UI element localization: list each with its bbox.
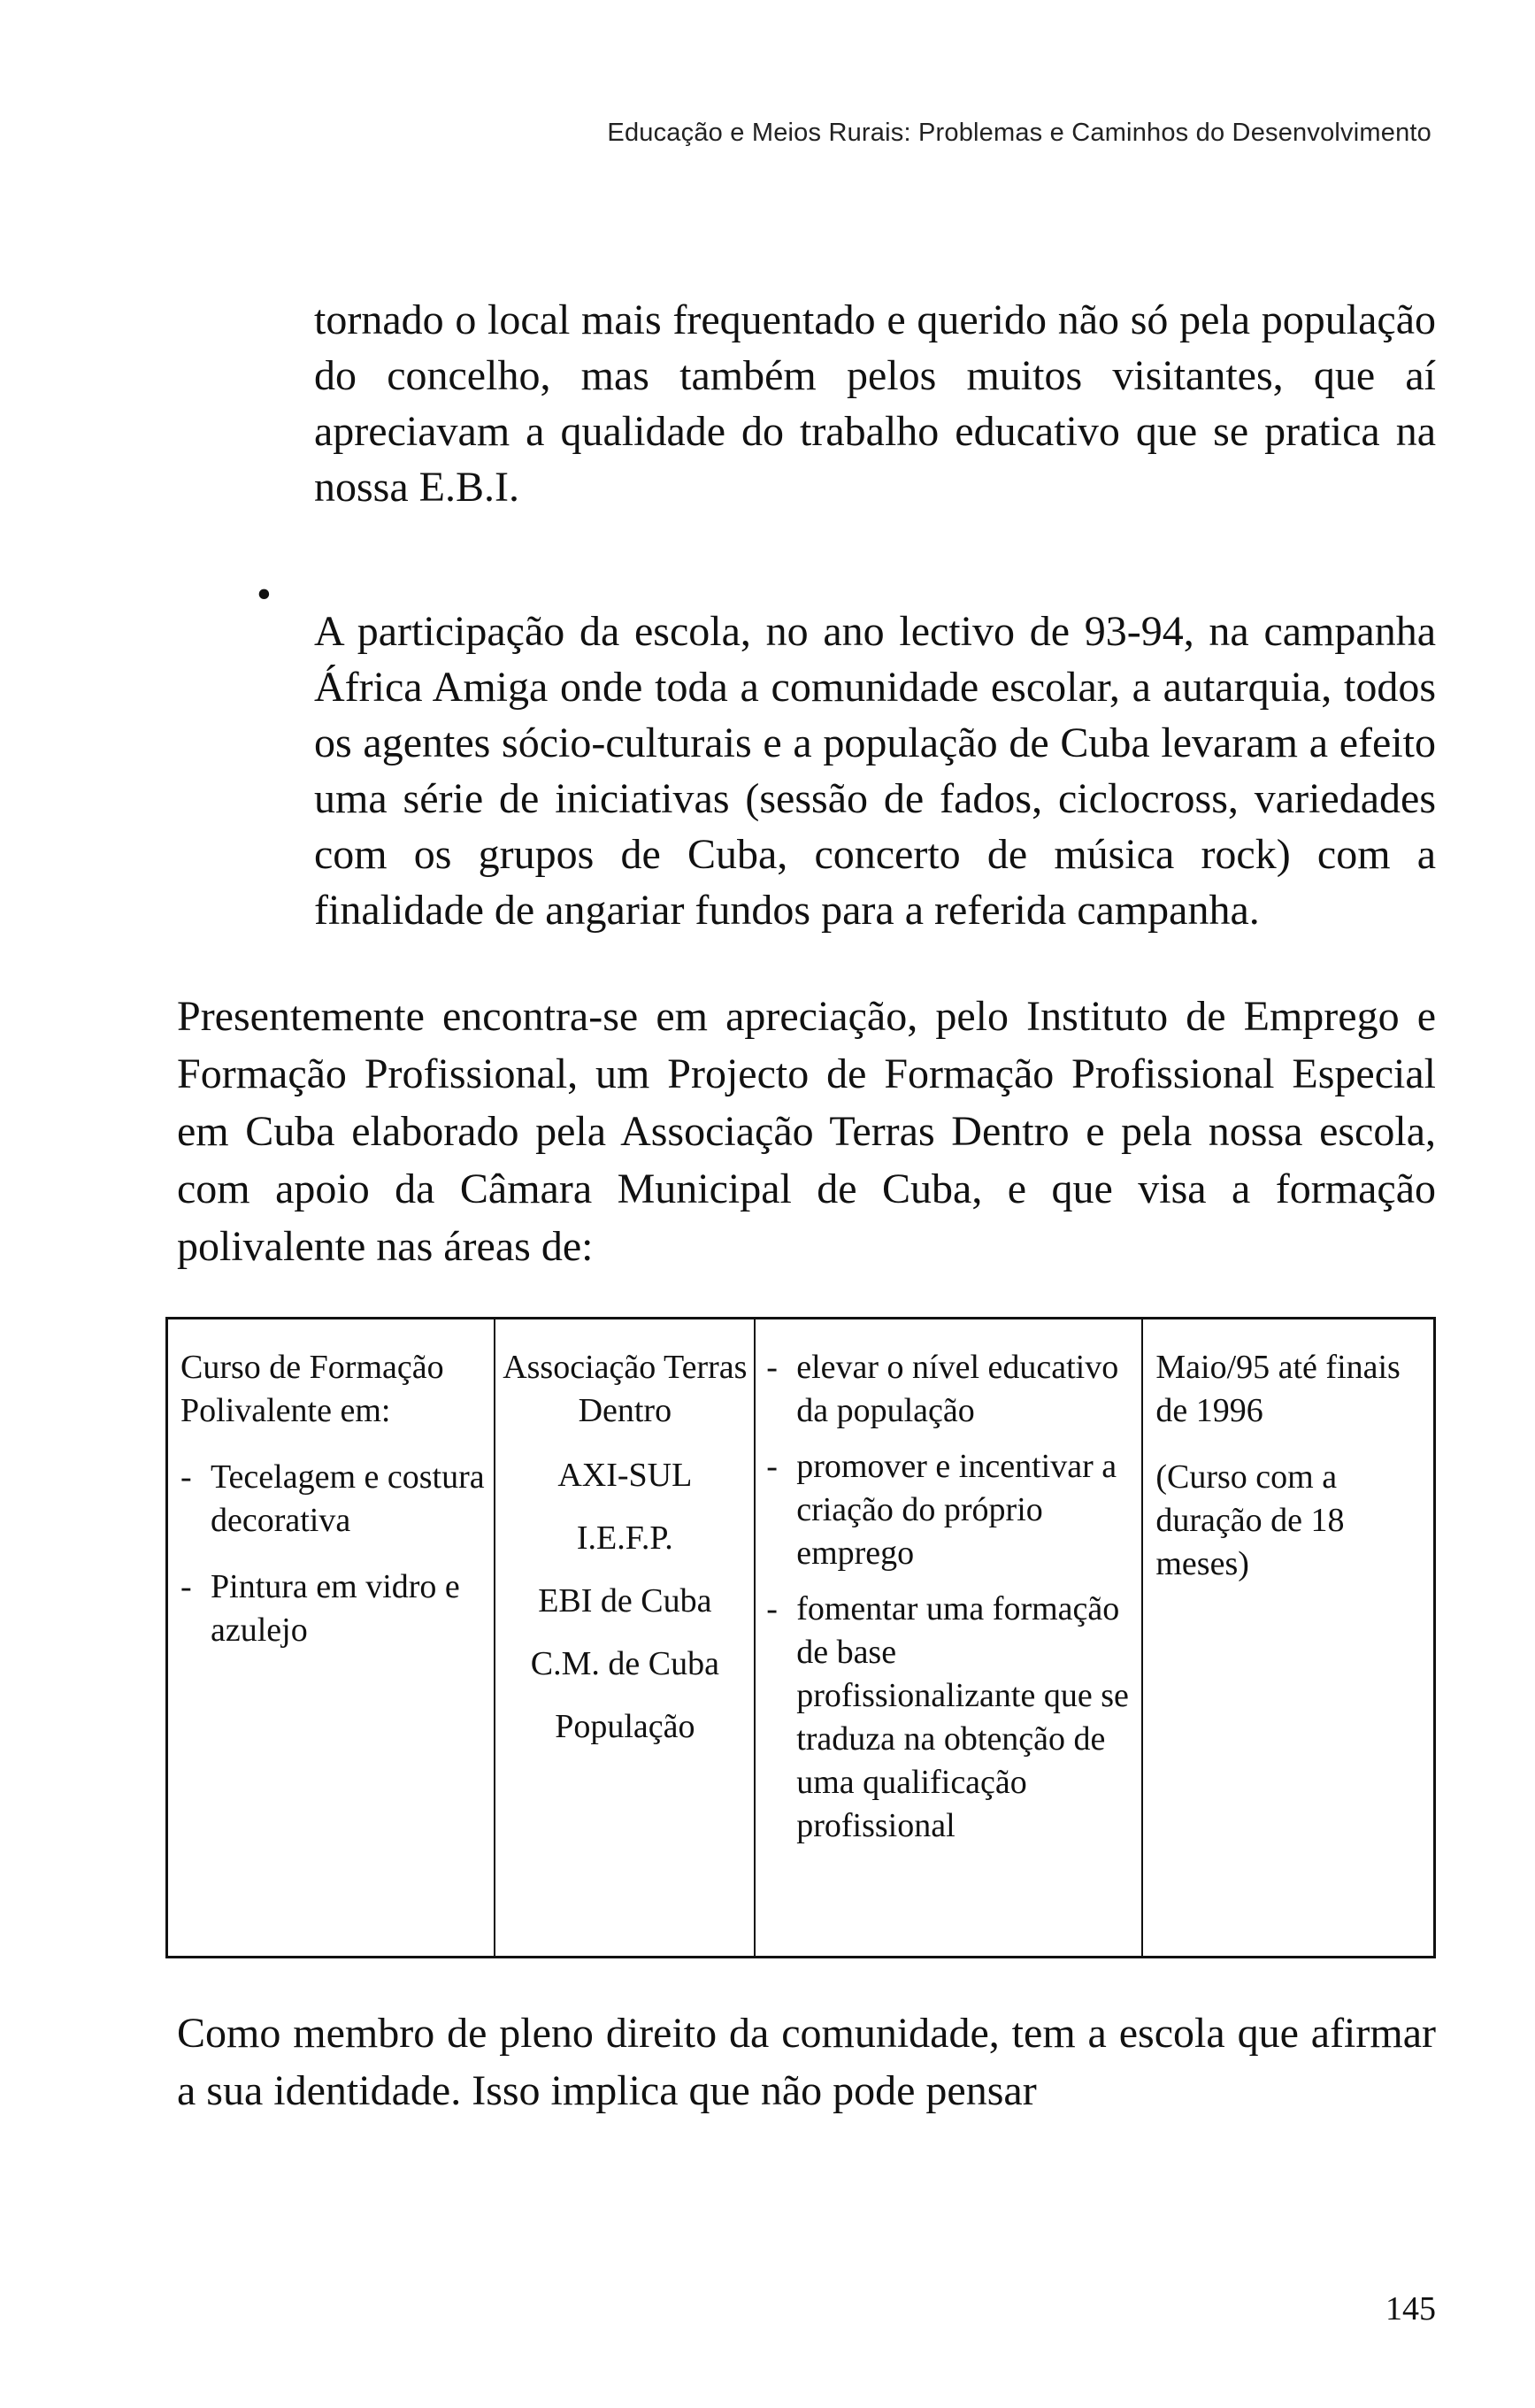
objective-item: - fomentar uma formação de base profissionalizante que se traduza na obtenção de uma qualificação profissional [766, 1588, 1141, 1848]
partner-item: População [555, 1708, 695, 1745]
objective-item: - promover e incentivar a criação do próprio emprego [766, 1445, 1141, 1575]
partner-item: EBI de Cuba [538, 1582, 712, 1619]
course-area-item: - Pintura em vidro e azulejo [180, 1566, 494, 1652]
presentemente-paragraph: Presentemente encontra-se em apreciação, pelo Instituto de Emprego e Formação Profissional, um Projecto de Formação Profissional Especial em Cuba elaborado pela Associação Terras Dentro e pela nossa escola, com apoio da Câmara Municipal de Cuba, e que visa a formação polivalente nas áreas de: [177, 993, 1436, 1270]
training-project-table [165, 1317, 1436, 1958]
partner-item: C.M. de Cuba [530, 1645, 719, 1682]
partner-item: Associação Terras Dentro [503, 1349, 748, 1429]
partner-item: I.E.F.P. [576, 1519, 673, 1557]
table-col-partners [494, 1319, 754, 1956]
page-number: 145 [1385, 2290, 1436, 2327]
running-header: Educação e Meios Rurais: Problemas e Caminhos do Desenvolvimento [607, 119, 1431, 147]
final-paragraph: Como membro de pleno direito da comunidade, tem a escola que afirmar a sua identidade. Isso implica que não pode pensar [177, 2010, 1436, 2114]
course-area-item: - Tecelagem e costura decorativa [180, 1456, 494, 1543]
table-col-objectives [754, 1319, 1141, 1956]
schedule-period: Maio/95 até finais de 1996 [1155, 1349, 1401, 1429]
schedule-note: (Curso com a duração de 18 meses) [1155, 1458, 1345, 1582]
table-col-course [168, 1319, 494, 1956]
bullet-icon: • [257, 571, 272, 618]
objective-item: - elevar o nível educativo da população [766, 1346, 1141, 1433]
objectives-list [766, 1346, 1141, 1848]
bullet-paragraph: A participação da escola, no ano lectivo de 93-94, na campanha África Amiga onde toda a comunidade escolar, a autarquia, todos os agentes sócio-culturais e a população de Cuba levaram a efeito uma série de iniciativas (sessão de fados, ciclocross, variedades com os grupos de Cuba, concerto de música rock) com a finalidade de angariar fundos para a referida campanha. [314, 608, 1436, 934]
course-areas-list [180, 1456, 494, 1652]
continued-paragraph: tornado o local mais frequentado e querido não só pela população do concelho, mas também pelos muitos visitantes, que aí apreciavam a qualidade do trabalho educativo que se pratica na nossa E.B.I. [314, 296, 1436, 511]
course-title: Curso de Formação Polivalente em: [180, 1349, 444, 1429]
table-col-schedule [1141, 1319, 1433, 1956]
partner-item: AXI-SUL [557, 1457, 693, 1494]
